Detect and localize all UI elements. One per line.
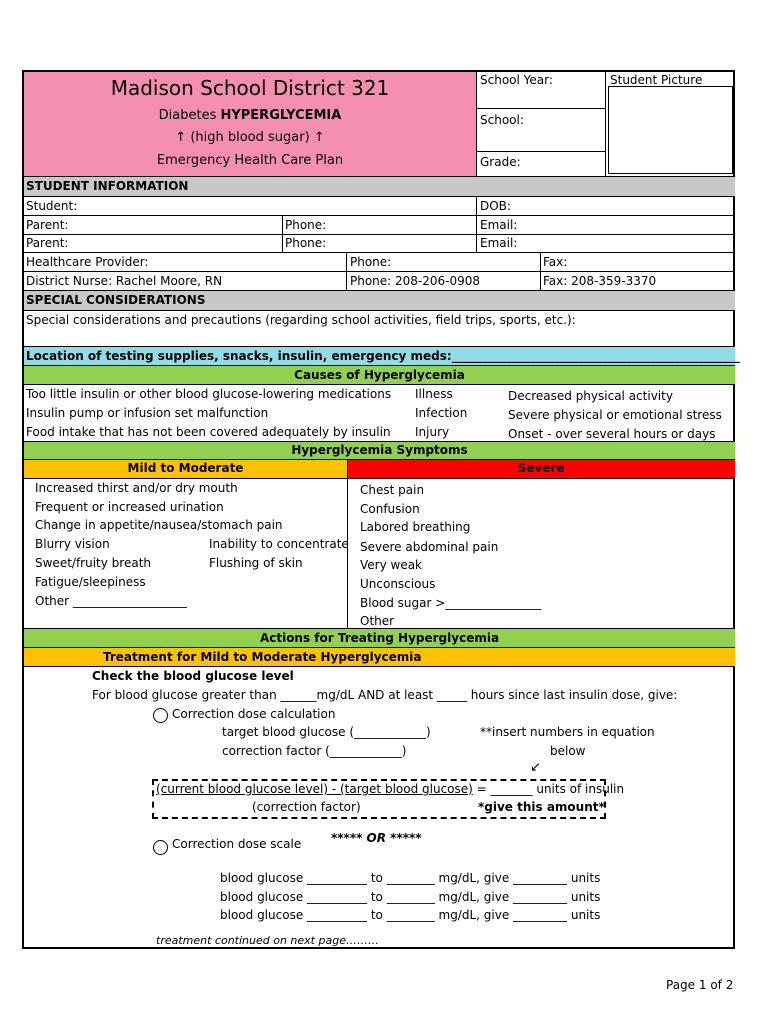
special-considerations-field[interactable]: Special considerations and precautions (regarding school activities, field trips, sports, etc.): xyxy=(26,313,576,327)
symptom-item: Blurry vision xyxy=(35,537,110,551)
scale-row[interactable]: blood glucose __________ to ________ mg/dL, give _________ units xyxy=(220,890,601,904)
cause-item: Severe physical or emotional stress xyxy=(508,408,722,422)
row-line xyxy=(24,666,735,667)
provider-phone-field[interactable]: Phone: xyxy=(350,255,392,269)
symptom-item: Change in appetite/nausea/stomach pain xyxy=(35,518,283,532)
symptom-item: Severe abdominal pain xyxy=(360,540,499,554)
cause-item: Food intake that has not been covered adequately by insulin xyxy=(26,425,391,439)
parent-1-email-field[interactable]: Email: xyxy=(480,218,518,232)
cell-divider xyxy=(346,252,347,290)
parent-1-field[interactable]: Parent: xyxy=(26,218,69,232)
give-amount-note: *give this amount* xyxy=(478,800,605,814)
correction-factor-field[interactable]: correction factor (____________) xyxy=(222,744,407,758)
symptom-item: Increased thirst and/or dry mouth xyxy=(35,481,238,495)
cause-item: Onset - over several hours or days xyxy=(508,427,716,441)
correction-calculation-radio[interactable] xyxy=(153,708,168,723)
row-line xyxy=(24,310,735,311)
row-line xyxy=(24,196,735,197)
header-divider xyxy=(476,72,477,176)
school-field[interactable]: School: xyxy=(480,113,524,127)
district-title: Madison School District 321 xyxy=(110,76,390,100)
symptom-item: Labored breathing xyxy=(360,520,471,534)
cause-item: Insulin pump or infusion set malfunction xyxy=(26,406,269,420)
plan-subtitle: ↑ (high blood sugar) ↑ xyxy=(175,130,325,145)
nurse-fax: Fax: 208-359-3370 xyxy=(543,274,657,288)
continued-note: treatment continued on next page……… xyxy=(156,934,379,947)
row-line xyxy=(24,459,735,460)
correction-calculation-label: Correction dose calculation xyxy=(172,707,336,721)
dose-instruction[interactable]: For blood glucose greater than ______mg/dL AND at least _____ hours since last insulin dose, give: xyxy=(92,688,678,702)
severe-heading: Severe xyxy=(517,461,565,475)
scale-row[interactable]: blood glucose __________ to ________ mg/dL, give _________ units xyxy=(220,871,601,885)
cause-item: Decreased physical activity xyxy=(508,389,673,403)
cell-divider xyxy=(476,196,477,252)
page-number: Page 1 of 2 xyxy=(666,978,734,992)
blood-sugar-field[interactable]: Blood sugar >________________ xyxy=(360,596,542,610)
symptom-item: Frequent or increased urination xyxy=(35,500,224,514)
arrow-down-left-icon: ↙ xyxy=(530,760,541,775)
student-info-heading: STUDENT INFORMATION xyxy=(26,179,189,193)
causes-heading: Causes of Hyperglycemia xyxy=(294,368,465,382)
header-line xyxy=(476,151,605,152)
header-line xyxy=(476,108,605,109)
symptom-item: Fatigue/sleepiness xyxy=(35,575,146,589)
check-glucose-text: Check the blood glucose level xyxy=(92,669,294,683)
cause-item: Too little insulin or other blood glucose-lowering medications xyxy=(26,387,392,401)
equation-numerator[interactable]: (current blood glucose level) - (target blood glucose) = _______ units of insulin xyxy=(156,782,625,796)
symptom-item: Very weak xyxy=(360,558,423,572)
actions-heading: Actions for Treating Hyperglycemia xyxy=(259,631,500,645)
mild-treatment-heading: Treatment for Mild to Moderate Hyperglycemia xyxy=(103,650,422,664)
plan-type-line: Diabetes HYPERGLYCEMIA xyxy=(158,108,342,123)
correction-scale-label: Correction dose scale xyxy=(172,837,302,851)
parent-1-phone-field[interactable]: Phone: xyxy=(285,218,327,232)
cell-divider xyxy=(282,215,283,252)
student-picture-label: Student Picture xyxy=(610,73,703,87)
district-nurse: District Nurse: Rachel Moore, RN xyxy=(26,274,223,288)
row-line xyxy=(24,215,735,216)
picture-divider xyxy=(605,72,606,176)
correction-scale-radio[interactable] xyxy=(153,840,168,855)
mild-other-field[interactable]: Other ___________________ xyxy=(35,594,187,608)
or-separator: ***** OR ***** xyxy=(331,831,422,845)
target-glucose-field[interactable]: target blood glucose (____________) xyxy=(222,725,431,739)
cell-divider xyxy=(540,252,541,290)
mild-heading: Mild to Moderate xyxy=(127,461,244,475)
parent-2-email-field[interactable]: Email: xyxy=(480,236,518,250)
cause-item: Illness xyxy=(415,387,453,401)
student-picture-box[interactable] xyxy=(608,86,733,174)
provider-field[interactable]: Healthcare Provider: xyxy=(26,255,149,269)
symptom-item: Inability to concentrate xyxy=(209,537,349,551)
symptoms-heading: Hyperglycemia Symptoms xyxy=(291,443,468,457)
scale-row[interactable]: blood glucose __________ to ________ mg/dL, give _________ units xyxy=(220,908,601,922)
student-field[interactable]: Student: xyxy=(26,199,78,213)
plan-name: Emergency Health Care Plan xyxy=(156,153,344,168)
parent-2-phone-field[interactable]: Phone: xyxy=(285,236,327,250)
symptom-item: Chest pain xyxy=(360,483,425,497)
row-line xyxy=(24,252,735,253)
dob-field[interactable]: DOB: xyxy=(480,199,511,213)
provider-fax-field[interactable]: Fax: xyxy=(543,255,568,269)
row-line xyxy=(24,478,735,479)
symptom-item: Confusion xyxy=(360,502,420,516)
special-heading: SPECIAL CONSIDERATIONS xyxy=(26,293,206,307)
equation-denominator: (correction factor) xyxy=(252,800,361,814)
insert-numbers-note: **insert numbers in equation xyxy=(480,725,655,739)
parent-2-field[interactable]: Parent: xyxy=(26,236,69,250)
symptom-item: Other xyxy=(360,614,395,628)
symptom-item: Unconscious xyxy=(360,577,436,591)
location-field[interactable]: Location of testing supplies, snacks, insulin, emergency meds:________________________________________________ xyxy=(26,349,740,363)
row-line xyxy=(24,384,735,385)
school-year-field[interactable]: School Year: xyxy=(480,73,553,87)
below-note: below xyxy=(550,744,586,758)
cause-item: Injury xyxy=(415,425,450,439)
grade-field[interactable]: Grade: xyxy=(480,155,521,169)
cause-item: Infection xyxy=(415,406,468,420)
symptom-item: Sweet/fruity breath xyxy=(35,556,151,570)
row-line xyxy=(24,271,735,272)
symptom-item: Flushing of skin xyxy=(209,556,303,570)
row-line xyxy=(24,234,735,235)
nurse-phone: Phone: 208-206-0908 xyxy=(350,274,481,288)
